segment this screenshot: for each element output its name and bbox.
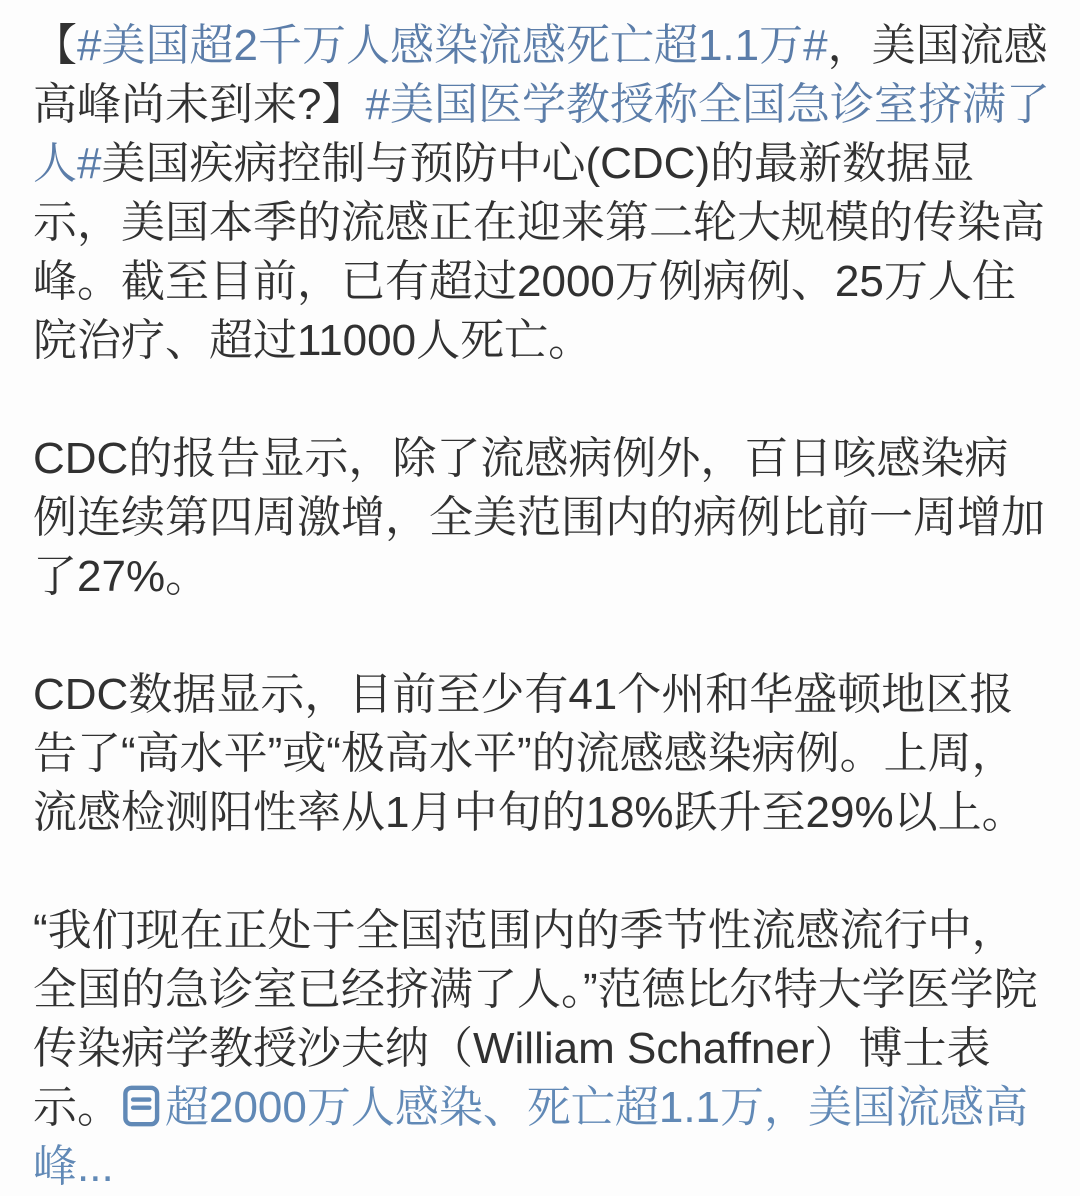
post-text: “我们现在正处于全国范围内的季节性流感流行中，全国的急诊室已经挤满了人。”范德比尔特大学医学院传染病学教授沙夫纳（William Schaffner）博士表示。 — [33, 906, 1038, 1132]
post-text: CDC数据显示，目前至少有41个州和华盛顿地区报告了“高水平”或“极高水平”的流感感染病例。上周，流感检测阳性率从1月中旬的18%跃升至29%以上。 — [33, 670, 1026, 837]
post-text: 美国疾病控制与预防中心(CDC)的最新数据显示，美国本季的流感正在迎来第二轮大规模的传染高峰。截至目前，已有超过2000万例病例、25万人住院治疗、超过11000人死亡。 — [33, 139, 1045, 365]
post-text: CDC的报告显示，除了流感病例外，百日咳感染病例连续第四周激增，全美范围内的病例比前一周增加了27%。 — [33, 434, 1045, 601]
article-link[interactable]: 超2000万人感染、死亡超1.1万，美国流感高峰... — [33, 1083, 1029, 1191]
paragraph — [33, 16, 1052, 370]
post-text: ，美国流感高峰尚未到来?】 — [33, 21, 1048, 129]
paragraph — [33, 665, 1052, 842]
article-link-icon — [121, 1084, 161, 1128]
hashtag-link[interactable]: #美国医学教授称全国急诊室挤满了人# — [33, 80, 1050, 188]
paragraph — [33, 429, 1052, 606]
hashtag-link[interactable]: #美国超2千万人感染流感死亡超1.1万# — [77, 21, 828, 70]
post-text: 【 — [33, 21, 77, 70]
paragraph — [33, 901, 1052, 1196]
